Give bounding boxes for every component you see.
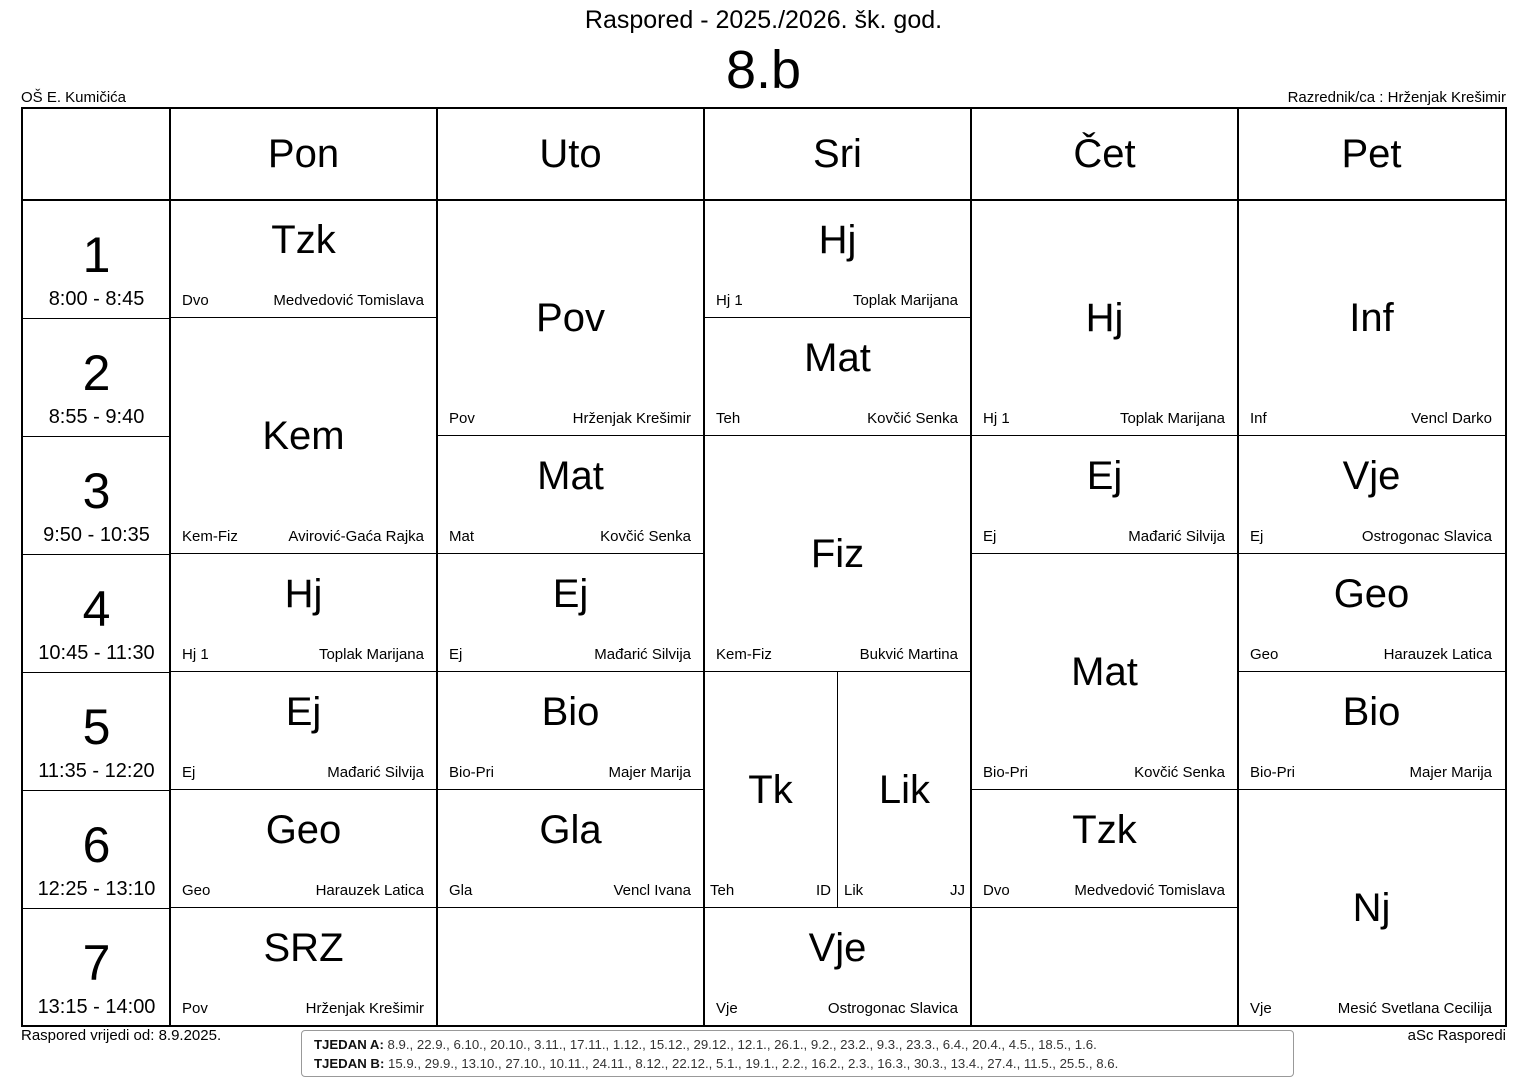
lesson-teacher: Toplak Marijana: [852, 292, 958, 309]
lesson-cell: [1238, 790, 1505, 1026]
lesson-teacher: Mađarić Silvija: [327, 764, 424, 781]
lesson-group: Vje: [1250, 1000, 1272, 1017]
valid-from-note: Raspored vrijedi od: 8.9.2025.: [21, 1027, 222, 1044]
lesson-teacher: Avirović-Gaća Rajka: [288, 528, 424, 545]
lesson-subject: Nj: [1352, 886, 1391, 930]
lesson-cell: [704, 318, 971, 436]
period-cell: [23, 908, 170, 1026]
lesson-subject: Ej: [1086, 454, 1123, 498]
lesson-subject: Fiz: [810, 532, 865, 576]
lesson-subject: Geo: [265, 808, 342, 852]
lesson-cell: [170, 672, 437, 790]
week-a-dates: 8.9., 22.9., 6.10., 20.10., 3.11., 17.11., 1.12., 15.12., 29.12., 12.1., 26.1., 9.2., 23.2., 9.3., 23.3., 6.4., 20.4., 4.5., 18.5., 1.6.: [387, 1037, 1097, 1052]
lesson-teacher: ID: [816, 882, 831, 899]
empty-cell: [437, 908, 704, 1026]
week-b-dates: 15.9., 29.9., 13.10., 27.10., 10.11., 24.11., 8.12., 22.12., 5.1., 19.1., 2.2., 16.2., 2.3., 16.3., 30.3., 13.4., 27.4., 11.5., 25.5., 8.6.: [388, 1056, 1119, 1071]
homeroom-teacher: Razrednik/ca : Hrženjak Krešimir: [1287, 89, 1506, 106]
lesson-teacher: Kovčić Senka: [867, 410, 958, 427]
lesson-group: Bio-Pri: [449, 764, 495, 781]
period-time: 8:00 - 8:45: [48, 288, 145, 310]
day-header-1: Pon: [267, 131, 340, 176]
period-number: 2: [82, 345, 111, 401]
lesson-group: Ej: [983, 528, 997, 545]
lesson-subject: Kem: [262, 414, 345, 458]
lesson-group: Bio-Pri: [1250, 764, 1296, 781]
lesson-subject: Mat: [804, 336, 871, 380]
period-number: 5: [82, 699, 111, 755]
lesson-subject: SRZ: [263, 926, 344, 970]
software-credit: aSc Rasporedi: [1407, 1027, 1506, 1044]
lesson-group: Gla: [449, 882, 473, 899]
day-header-5: Pet: [1341, 131, 1402, 176]
lesson-group: Mat: [449, 528, 475, 545]
lesson-cell: [437, 554, 704, 672]
lesson-teacher: Ostrogonac Slavica: [827, 1000, 958, 1017]
lesson-teacher: Ostrogonac Slavica: [1361, 528, 1492, 545]
lesson-subject: Ej: [285, 690, 322, 734]
lesson-group: Lik: [844, 882, 864, 899]
lesson-subject: Tzk: [1072, 808, 1137, 852]
lesson-subject: Gla: [539, 808, 602, 852]
lesson-group: Kem-Fiz: [182, 528, 238, 545]
lesson-teacher: Hrženjak Krešimir: [305, 1000, 424, 1017]
lesson-group: Vje: [716, 1000, 738, 1017]
lesson-subject: Geo: [1333, 572, 1410, 616]
lesson-cell: [437, 672, 704, 790]
lesson-subject: Ej: [552, 572, 589, 616]
week-a-row: [314, 1035, 1293, 1054]
lesson-group: Teh: [710, 882, 735, 899]
lesson-group: Ej: [1250, 528, 1264, 545]
period-time: 9:50 - 10:35: [43, 524, 150, 546]
day-header-2: Uto: [539, 131, 602, 176]
school-name: OŠ E. Kumičića: [21, 89, 127, 106]
lesson-cell: [170, 790, 437, 908]
lesson-teacher: Toplak Marijana: [1119, 410, 1225, 427]
lesson-cell: [1238, 672, 1505, 790]
lesson-subject: Bio: [541, 690, 600, 734]
lesson-cell: [170, 200, 437, 318]
lesson-group: Ej: [449, 646, 463, 663]
class-name: 8.b: [725, 40, 802, 100]
period-cell: [23, 790, 170, 908]
timetable-grid: [21, 107, 1507, 1027]
period-number: 6: [82, 817, 111, 873]
lesson-subject: Hj: [284, 572, 323, 616]
lesson-subject: Mat: [1071, 650, 1138, 694]
lesson-cell: [704, 200, 971, 318]
lesson-group: Geo: [182, 882, 211, 899]
lesson-cell: [971, 790, 1238, 908]
lesson-teacher: Medvedović Tomislava: [273, 292, 424, 309]
lesson-group: Ej: [182, 764, 196, 781]
lesson-group: Hj 1: [182, 646, 209, 663]
lesson-cell: [971, 436, 1238, 554]
period-number: 1: [82, 227, 111, 283]
period-cell: [23, 672, 170, 790]
lesson-teacher: Kovčić Senka: [1134, 764, 1225, 781]
lesson-cell: [170, 318, 437, 554]
week-b-row: [314, 1054, 1293, 1073]
lesson-subject: Hj: [818, 218, 857, 262]
lesson-group: Dvo: [182, 292, 209, 309]
lesson-subject: Tk: [748, 768, 793, 812]
period-time: 11:35 - 12:20: [38, 760, 155, 782]
period-cell: [23, 554, 170, 672]
lesson-teacher: JJ: [950, 882, 965, 899]
lesson-teacher: Kovčić Senka: [600, 528, 691, 545]
period-number: 7: [82, 935, 111, 991]
lesson-subject: Vje: [808, 926, 867, 970]
lesson-cell: [1238, 200, 1505, 436]
lesson-cell: [437, 200, 704, 436]
lesson-subject: Mat: [537, 454, 604, 498]
lesson-subject: Lik: [878, 768, 931, 812]
period-time: 10:45 - 11:30: [38, 642, 155, 664]
day-header-4: Čet: [1073, 131, 1136, 176]
lesson-cell: [971, 554, 1238, 790]
lesson-teacher: Mesić Svetlana Cecilija: [1337, 1000, 1492, 1017]
lesson-subject: Tzk: [271, 218, 336, 262]
lesson-cell: [1238, 436, 1505, 554]
lesson-teacher: Harauzek Latica: [1383, 646, 1492, 663]
lesson-group: Hj 1: [716, 292, 743, 309]
timetable-title: Raspored - 2025./2026. šk. god.: [584, 6, 943, 34]
lesson-teacher: Vencl Ivana: [613, 882, 691, 899]
lesson-subject: Pov: [536, 296, 605, 340]
week-schedule-box: [301, 1030, 1294, 1077]
lesson-group: Bio-Pri: [983, 764, 1029, 781]
lesson-cell: [704, 436, 971, 672]
lesson-teacher: Mađarić Silvija: [594, 646, 691, 663]
lesson-teacher: Mađarić Silvija: [1128, 528, 1225, 545]
lesson-teacher: Majer Marija: [1409, 764, 1492, 781]
week-b-label: TJEDAN B:: [314, 1056, 385, 1071]
lesson-cell: [971, 200, 1238, 436]
lesson-cell: [437, 790, 704, 908]
lesson-teacher: Toplak Marijana: [318, 646, 424, 663]
week-a-label: TJEDAN A:: [314, 1037, 384, 1052]
period-time: 8:55 - 9:40: [48, 406, 145, 428]
lesson-group: Hj 1: [983, 410, 1010, 427]
lesson-cell: [170, 908, 437, 1026]
lesson-cell: [837, 672, 971, 908]
period-time: 13:15 - 14:00: [37, 996, 156, 1018]
lesson-cell: [1238, 554, 1505, 672]
lesson-group: Inf: [1250, 410, 1267, 427]
lesson-group: Kem-Fiz: [716, 646, 772, 663]
lesson-group: Pov: [449, 410, 475, 427]
lesson-teacher: Majer Marija: [608, 764, 691, 781]
lesson-cell: [437, 436, 704, 554]
lesson-teacher: Vencl Darko: [1411, 410, 1492, 427]
lesson-subject: Inf: [1349, 296, 1394, 340]
period-number: 4: [82, 581, 111, 637]
period-cell: [23, 200, 170, 318]
lesson-cell: [170, 554, 437, 672]
lesson-subject: Hj: [1085, 296, 1124, 340]
lesson-teacher: Medvedović Tomislava: [1074, 882, 1225, 899]
period-cell: [23, 318, 170, 436]
period-number: 3: [82, 463, 111, 519]
lesson-cell: [704, 908, 971, 1026]
period-time: 12:25 - 13:10: [37, 878, 156, 900]
empty-cell: [971, 908, 1238, 1026]
lesson-group: Dvo: [983, 882, 1010, 899]
lesson-group: Teh: [716, 410, 741, 427]
day-header-3: Sri: [813, 131, 862, 176]
lesson-subject: Bio: [1342, 690, 1401, 734]
lesson-teacher: Hrženjak Krešimir: [572, 410, 691, 427]
period-cell: [23, 436, 170, 554]
lesson-group: Pov: [182, 1000, 208, 1017]
lesson-teacher: Harauzek Latica: [315, 882, 424, 899]
lesson-subject: Vje: [1342, 454, 1401, 498]
lesson-cell: [704, 672, 837, 908]
lesson-teacher: Bukvić Martina: [859, 646, 958, 663]
lesson-group: Geo: [1250, 646, 1279, 663]
